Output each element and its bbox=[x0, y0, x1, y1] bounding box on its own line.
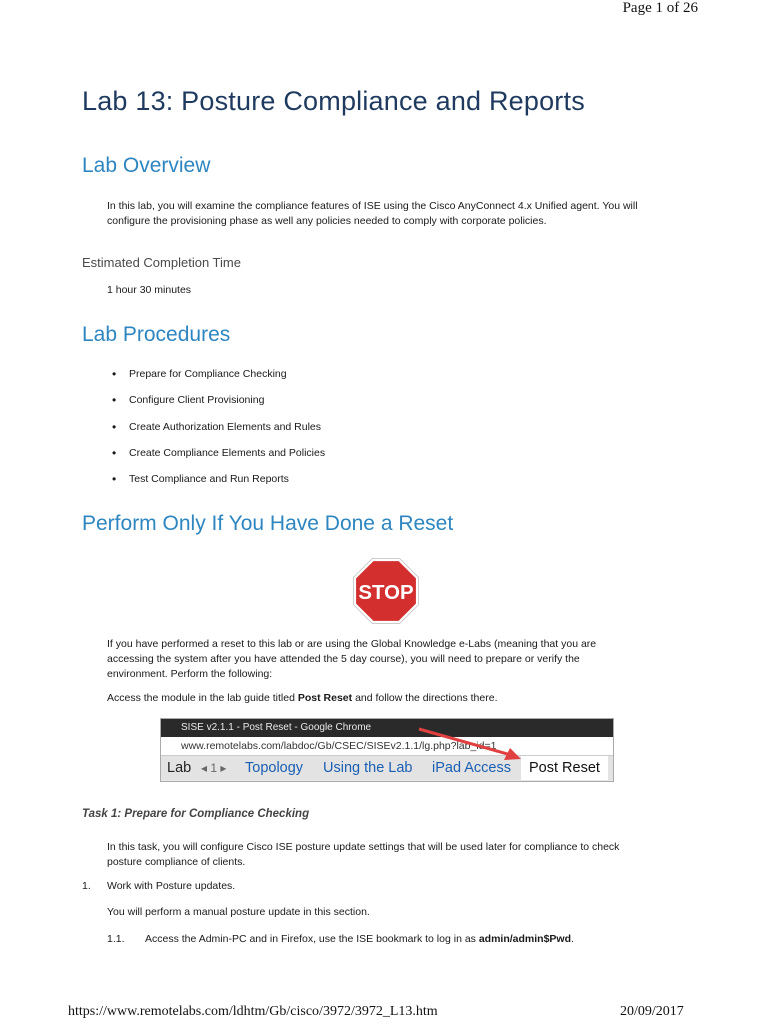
tab-lab: Lab bbox=[167, 760, 192, 776]
footer-date: 20/09/2017 bbox=[620, 1004, 684, 1019]
overview-text: In this lab, you will examine the compliance features of ISE using the Cisco AnyConnect 4.x Unified agent. You will configure the provisioning phase as well any policies needed to comply with corporate policies. bbox=[107, 200, 638, 227]
list-item: • Prepare for Compliance Checking bbox=[108, 368, 325, 394]
list-item: • Create Compliance Elements and Policies bbox=[108, 447, 325, 473]
list-item: • Configure Client Provisioning bbox=[108, 394, 325, 420]
page-title: Lab 13: Posture Compliance and Reports bbox=[82, 86, 585, 116]
browser-title-bar: SISE v2.1.1 - Post Reset - Google Chrome bbox=[161, 719, 613, 737]
list-item: • Test Compliance and Run Reports bbox=[108, 473, 325, 499]
reset-text: If you have performed a reset to this lab or are using the Global Knowledge e-Labs (meaning that you are accessing the system after you have attended the 5 day course), you will need to prepare or verify the environment. Perform the following: bbox=[107, 638, 597, 680]
time-value: 1 hour 30 minutes bbox=[107, 284, 192, 296]
page-number: Page 1 of 26 bbox=[622, 0, 698, 16]
stop-sign-text: STOP bbox=[358, 582, 414, 605]
task-intro: In this task, you will configure Cisco ISE posture update settings that will be used later for compliance to check posture compliance of clients. bbox=[107, 841, 620, 868]
reset-access-text: Access the module in the lab guide titled Post Reset and follow the directions there. bbox=[107, 692, 498, 704]
tab-topology: Topology bbox=[245, 760, 304, 776]
procedures-heading: Lab Procedures bbox=[82, 323, 231, 346]
step-1-number: 1. bbox=[82, 880, 91, 892]
overview-heading: Lab Overview bbox=[82, 154, 211, 177]
procedures-list bbox=[108, 368, 325, 499]
tab-pager: ◂ 1 ▸ bbox=[201, 761, 227, 775]
task-heading: Task 1: Prepare for Compliance Checking bbox=[82, 808, 310, 820]
stop-sign-icon bbox=[352, 557, 420, 625]
footer-url: https://www.remotelabs.com/ldhtm/Gb/cisco/3972/3972_L13.htm bbox=[68, 1004, 438, 1019]
time-heading: Estimated Completion Time bbox=[82, 255, 241, 270]
list-item: • Create Authorization Elements and Rules bbox=[108, 421, 325, 447]
step-1-text: Work with Posture updates. bbox=[107, 880, 236, 892]
reset-heading: Perform Only If You Have Done a Reset bbox=[82, 512, 454, 535]
browser-screenshot bbox=[160, 718, 614, 782]
step-1-1-number: 1.1. bbox=[107, 933, 125, 945]
arrow-icon bbox=[161, 719, 613, 781]
step-1-desc: You will perform a manual posture update in this section. bbox=[107, 906, 370, 918]
tab-ipad-access: iPad Access bbox=[432, 760, 511, 776]
tab-using-the-lab: Using the Lab bbox=[323, 760, 413, 776]
step-1-1-text: Access the Admin-PC and in Firefox, use the ISE bookmark to log in as admin/admin$Pwd. bbox=[145, 933, 574, 945]
browser-url-bar: www.remotelabs.com/labdoc/Gb/CSEC/SISEv2.1.1/lg.php?lab_id=1 bbox=[161, 737, 613, 756]
tab-post-reset: Post Reset bbox=[521, 756, 608, 780]
